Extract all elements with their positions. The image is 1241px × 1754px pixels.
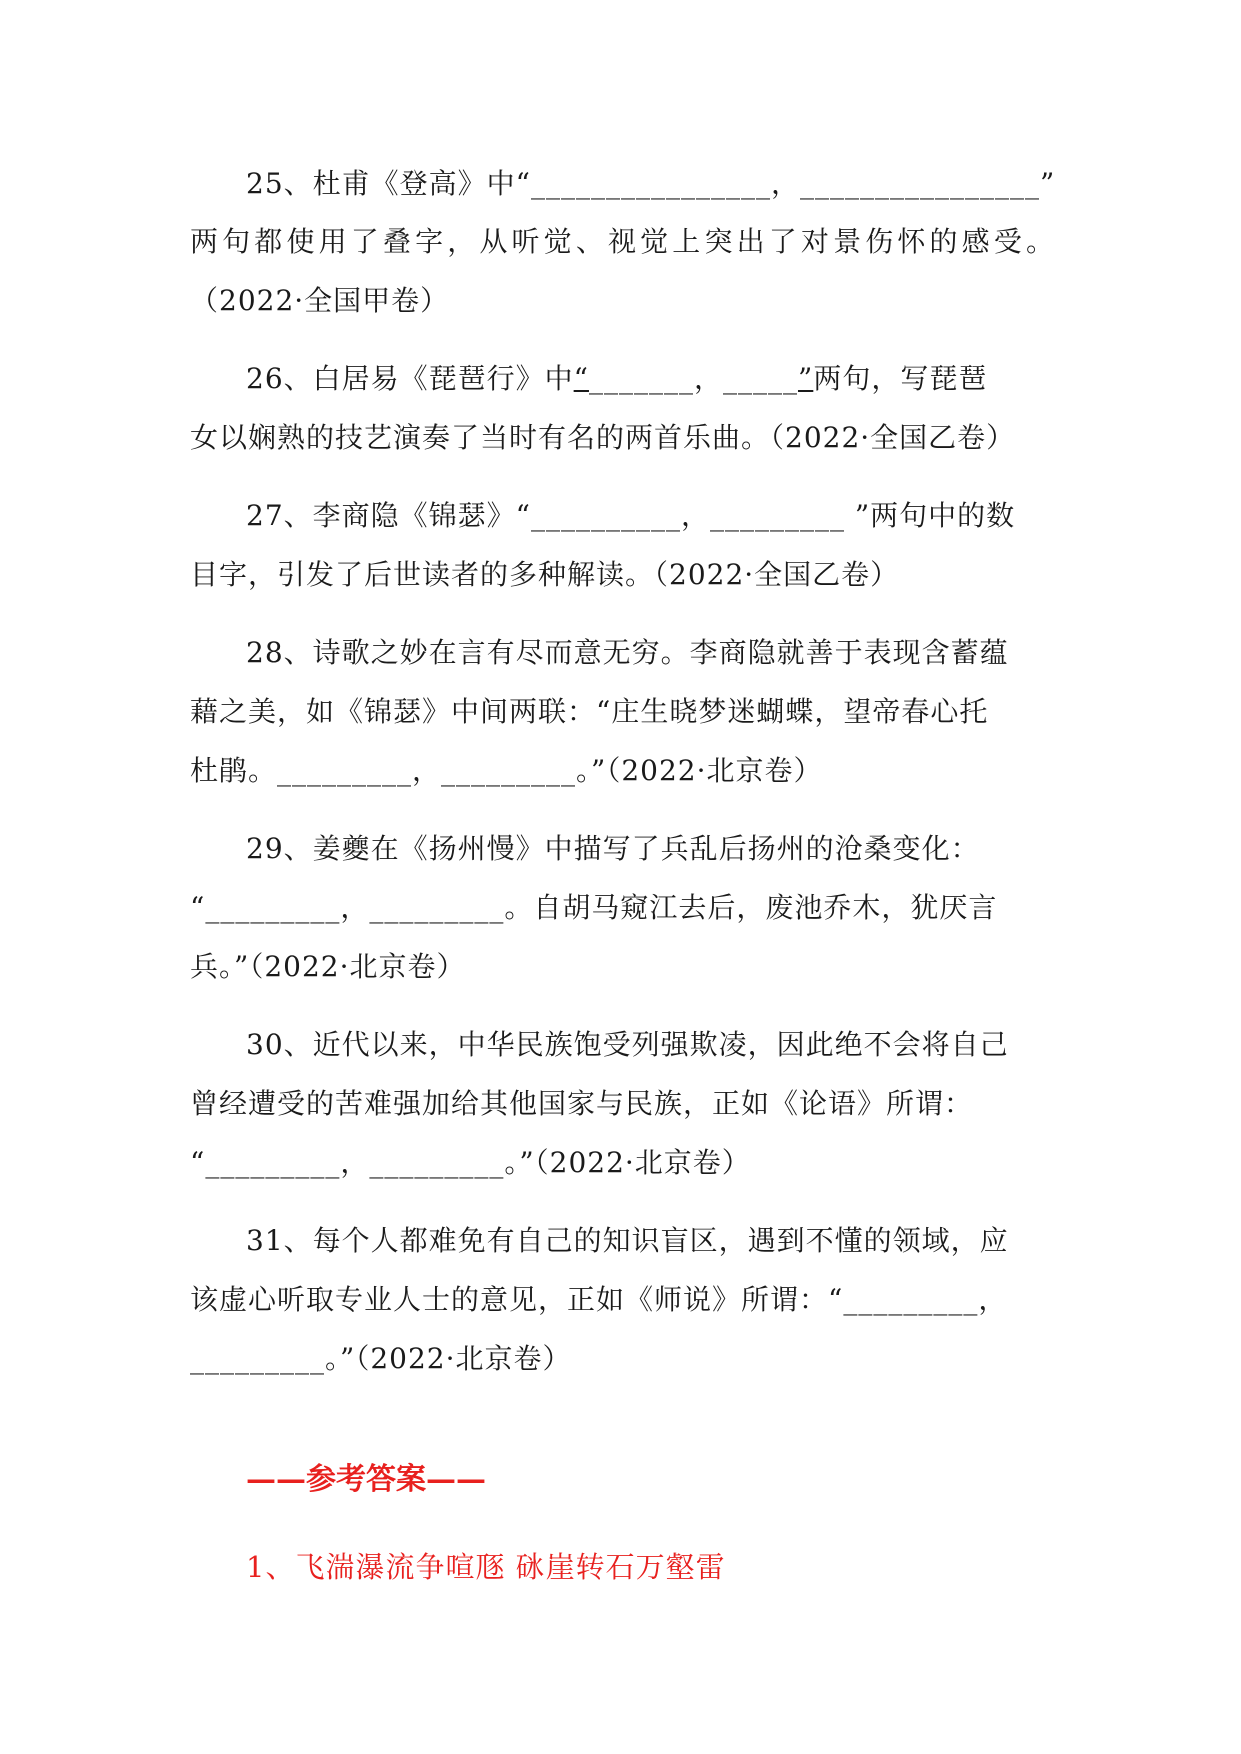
q26-text-e: 两句，写琵琶 (813, 362, 988, 395)
q31-line-1: 31、每个人都难免有自己的知识盲区，遇到不懂的领域，应 (246, 1224, 1009, 1257)
q30-line-2: 曾经遭受的苦难强加给其他国家与民族，正如《论语》所谓： (190, 1087, 974, 1120)
q26-text-a: 26、白居易《琵琶行》中 (246, 362, 574, 395)
q25-line-1: 25、杜甫《登高》中“________________，________________” (246, 167, 1056, 200)
q26-open-quote: “ (573, 362, 589, 395)
q29-line-2: “_________，_________。自胡马窥江去后，废池乔木，犹厌言 (190, 891, 998, 924)
q30-line-3: “_________，_________。”（2022·北京卷） (190, 1146, 751, 1179)
q26-line-2: 女以娴熟的技艺演奏了当时有名的两首乐曲。（2022·全国乙卷） (190, 421, 1016, 454)
q31-line-2: 该虚心听取专业人士的意见，正如《师说》所谓：“_________， (190, 1283, 1008, 1316)
q29-line-1: 29、姜夔在《扬州慢》中描写了兵乱后扬州的沧桑变化： (246, 832, 980, 865)
q31-line-3: _________。”（2022·北京卷） (190, 1342, 572, 1375)
q29-line-3: 兵。”（2022·北京卷） (190, 950, 466, 983)
q28-line-3: 杜鹃。_________，_________。”（2022·北京卷） (190, 754, 823, 787)
q30-line-1: 30、近代以来，中华民族饱受列强欺凌，因此绝不会将自己 (246, 1028, 1009, 1061)
q25-line-3: （2022·全国甲卷） (190, 284, 450, 317)
q28-line-1: 28、诗歌之妙在言有尽而意无穷。李商隐就善于表现含蓄蕴 (246, 636, 1009, 669)
q25-line-2: 两句都使用了叠字，从听觉、视觉上突出了对景伤怀的感受。 (190, 225, 1055, 258)
q26-close-quote: ” (797, 362, 814, 395)
q28-line-2: 藉之美，如《锦瑟》中间两联：“庄生晓梦迷蝴蝶，望帝春心托 (190, 695, 989, 728)
answer-key-heading: ——参考答案—— (246, 1462, 486, 1497)
answer-item-1: 1、飞湍瀑流争喧豗 砯崖转石万壑雷 (246, 1550, 726, 1584)
q27-line-1: 27、李商隐《锦瑟》“__________，_________ ”两句中的数 (246, 499, 1016, 532)
q26-blanks: _______，_____ (588, 362, 798, 395)
q27-line-2: 目字，引发了后世读者的多种解读。（2022·全国乙卷） (190, 558, 900, 591)
q26-line-1 (246, 359, 987, 399)
